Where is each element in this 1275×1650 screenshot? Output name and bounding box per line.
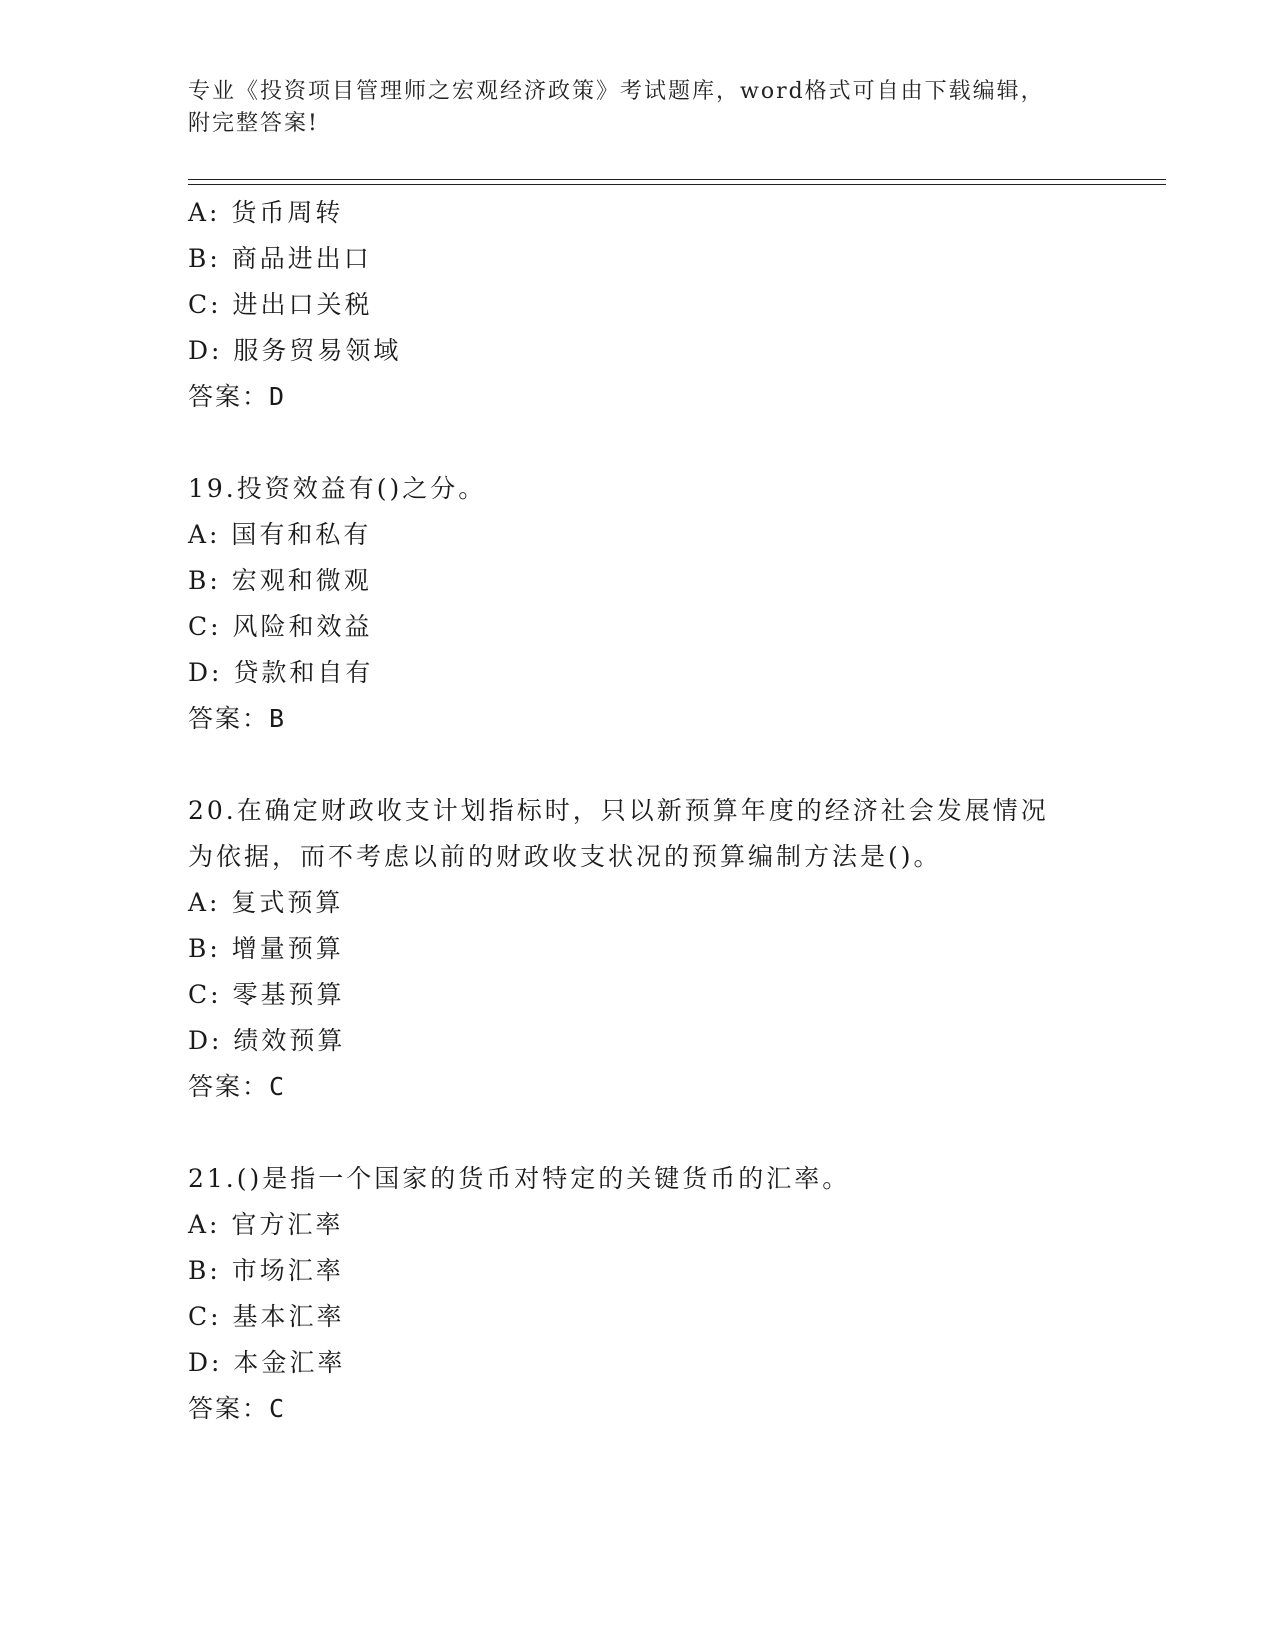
spacer bbox=[188, 742, 1168, 788]
header-line-2: 附完整答案! bbox=[188, 111, 319, 136]
option-d: D: 绩效预算 bbox=[188, 1026, 346, 1055]
option-c: C: 风险和效益 bbox=[188, 612, 373, 641]
option-a: A: 官方汇率 bbox=[188, 1210, 344, 1239]
option-c: C: 进出口关税 bbox=[188, 290, 373, 319]
spacer bbox=[188, 420, 1168, 466]
option-b: B: 市场汇率 bbox=[188, 1256, 344, 1285]
option-a: A: 货币周转 bbox=[188, 198, 344, 227]
option-d: D: 服务贸易领域 bbox=[188, 336, 402, 365]
option-d: D: 本金汇率 bbox=[188, 1348, 346, 1377]
question-list bbox=[188, 190, 1168, 1432]
question-stem: 19.投资效益有()之分。 bbox=[188, 474, 487, 503]
question-20-block bbox=[188, 788, 1168, 1110]
option-a: A: 国有和私有 bbox=[188, 520, 372, 549]
answer-label: 答案：C bbox=[188, 1072, 287, 1101]
answer-label: 答案：B bbox=[188, 704, 287, 733]
document-header bbox=[188, 76, 1088, 140]
header-divider-top bbox=[188, 179, 1166, 180]
option-b: B: 增量预算 bbox=[188, 934, 344, 963]
option-c: C: 基本汇率 bbox=[188, 1302, 345, 1331]
question-21-block bbox=[188, 1156, 1168, 1432]
question-stem: 21.()是指一个国家的货币对特定的关键货币的汇率。 bbox=[188, 1164, 851, 1193]
answer-label: 答案：C bbox=[188, 1394, 287, 1423]
question-stem-line-1: 20.在确定财政收支计划指标时，只以新预算年度的经济社会发展情况 bbox=[188, 796, 1049, 825]
question-stem-line-2: 为依据，而不考虑以前的财政收支状况的预算编制方法是()。 bbox=[188, 842, 942, 871]
option-b: B: 商品进出口 bbox=[188, 244, 372, 273]
question-19-block bbox=[188, 466, 1168, 742]
option-c: C: 零基预算 bbox=[188, 980, 345, 1009]
spacer bbox=[188, 1110, 1168, 1156]
question-18-block bbox=[188, 190, 1168, 420]
header-divider-bottom bbox=[188, 184, 1166, 185]
option-d: D: 贷款和自有 bbox=[188, 658, 374, 687]
option-b: B: 宏观和微观 bbox=[188, 566, 372, 595]
answer-label: 答案：D bbox=[188, 382, 287, 411]
header-line-1: 专业《投资项目管理师之宏观经济政策》考试题库，word格式可自由下载编辑， bbox=[188, 79, 1045, 104]
option-a: A: 复式预算 bbox=[188, 888, 344, 917]
